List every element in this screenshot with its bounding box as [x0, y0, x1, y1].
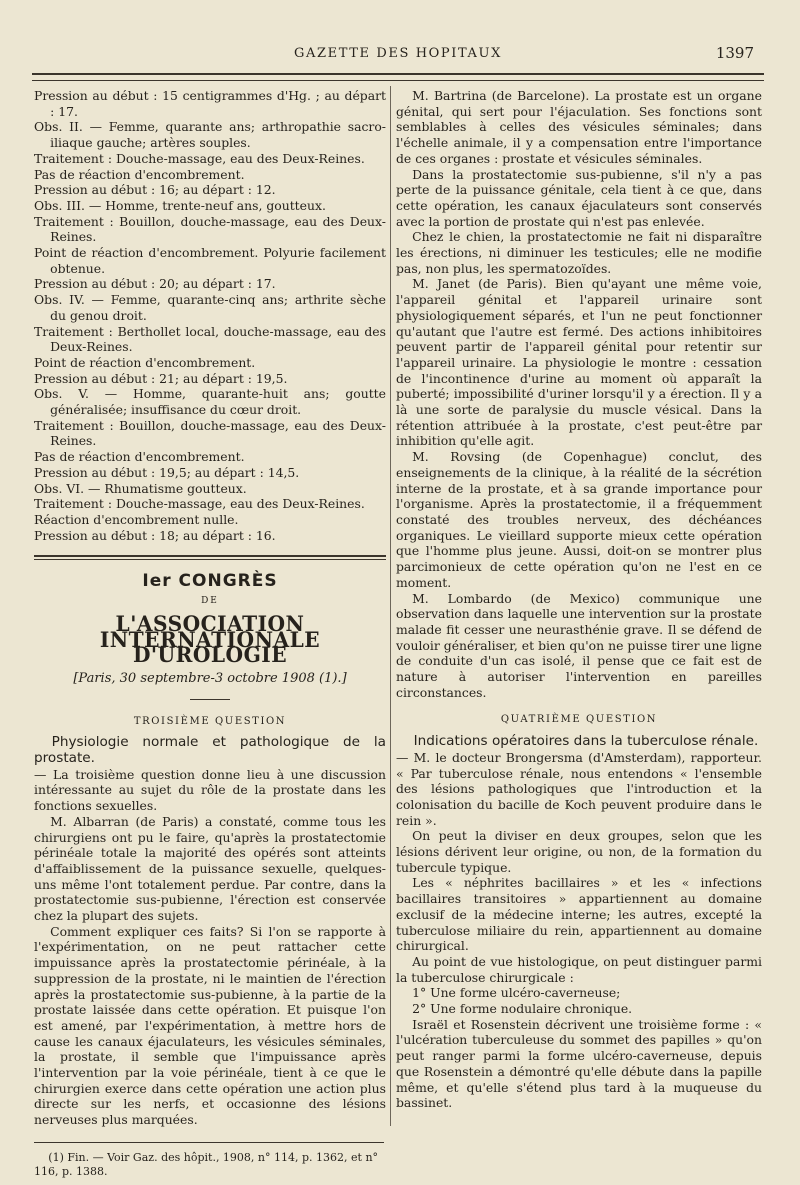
obs-line: Pression au début : 19,5; au départ : 14,5. — [34, 464, 300, 480]
obs-line: Traitement : Bouillon, douche-massage, eau des Deux-Reines. — [34, 213, 386, 245]
congress-heading — [34, 571, 386, 699]
paragraph: M. Bartrina (de Barcelone). La prostate est un organe génital, qui sert pour l'éjaculation. Ses fonctions sont semblables à celles des vésicules séminales; dans l'échelle animale, il y a compensation entre l'importance de ces organes : prostate et vésicules séminales. — [396, 88, 762, 166]
obs-line: Obs. IV. — Femme, quarante-cinq ans; arthrite sèche du genou droit. — [34, 292, 386, 323]
footnote: (1) Fin. — Voir Gaz. des hôpit., 1908, n° 114, p. 1362, et n° 116, p. 1388. — [34, 1150, 379, 1178]
question-label: QUATRIÈME QUESTION — [500, 714, 658, 726]
obs-line: Point de réaction d'encombrement. Polyurie facilement obtenue. — [34, 245, 386, 276]
obs-line: Obs. V. — Homme, quarante-huit ans; goutte généralisée; insuffisance du cœur droit. — [34, 386, 386, 418]
section-title: Physiologie normale et pathologique de la prostate. — [34, 734, 386, 767]
header-rule — [32, 73, 764, 81]
obs-line: Obs. III. — Homme, trente-neuf ans, goutteux. — [34, 197, 326, 213]
obs-line: Traitement : Douche-massage, eau des Deux-Reines. — [34, 496, 365, 512]
paragraph: On peut la diviser en deux groupes, selon que les lésions dérivent leur origine, ou non, de la formation du tubercule typique. — [396, 828, 762, 875]
obs-line: Traitement : Douche-massage, eau des Deux-Reines. — [34, 150, 365, 166]
paragraph: M. Rovsing (de Copenhague) conclut, des enseignements de la clinique, à la réalité de la sécrétion interne de la prostate, et à sa grande importance pour l'organisme. Après la prostatectomie, il a fréquemment constaté des troubles nerveux, des déchéances organiques. Le vieillard supporte mieux cette opération que l'homme plus jeune. Aussi, doit-on se montrer plus parcimonieux de cette opération qu'on ne l'est en ce moment. — [396, 449, 762, 590]
paragraph: Chez le chien, la prostatectomie ne fait ni disparaître les érections, ni diminuer les testicules; elle ne modifie pas, non plus, les spermatozoïdes. — [396, 229, 762, 276]
obs-line: Obs. II. — Femme, quarante ans; arthropathie sacro-iliaque gauche; artères souples. — [34, 119, 386, 151]
list-item: 2° Une forme nodulaire chronique. — [412, 1001, 633, 1017]
paragraph: Comment expliquer ces faits? Si l'on se rapporte à l'expérimentation, on ne peut rattacher cette impuissance après la prostatectomie périnéale, à la suppression de la prostate, ni le maintien de l'érection après la prostatectomie sus-pubienne, à la partie de la prostate laissée dans cette opération. Et puisque l'on est amené, par l'expérimentation, à mettre hors de cause les canaux éjaculateurs, les vésicules séminales, la prostate, il semble que l'impuissance après l'intervention par la voie périnéale, tient à ce que le chirurgien exerce dans cette opération une action plus directe sur les nerfs, et occasionne des lésions nerveuses plus marquées. — [34, 923, 386, 1128]
paragraph: M. Lombardo (de Mexico) communique une observation dans laquelle une intervention sur la prostate malade fit cesser une neurasthénie grave. Il se défend de vouloir généraliser, et bien qu'on ne puisse tirer une ligne de conduite d'un cas isolé, il pense que ce fait est de nature à autoriser l'intervention en pareilles circonstances. — [396, 590, 762, 700]
paragraph: M. Janet (de Paris). Bien qu'ayant une même voie, l'appareil génital et l'appareil urinaire sont physiologiquement séparés, et l'un ne peut fonctionner qu'autant que l'autre est fermé. Des actions inhibitoires peuvent partir de l'appareil génital pour retentir sur l'appareil urinaire. La physiologie le montre : cessation de l'incontinence d'urine au moment où apparaît la puberté; impossibilité d'uriner lorsqu'il y a érection. Il y a là une sorte de paralysie du muscle vésical. Dans la rétention attribuée à la prostate, c'est peut-être par inhibition qu'elle agit. — [396, 276, 762, 449]
obs-line: Traitement : Berthollet local, douche-massage, eau des Deux-Reines. — [34, 323, 386, 355]
congress-de: DE — [201, 596, 219, 607]
running-header — [36, 42, 760, 66]
section-title: Indications opératoires dans la tuberculose rénale. — [413, 733, 759, 750]
list-item: 1° Une forme ulcéro-caverneuse; — [412, 985, 621, 1001]
obs-line: Pression au début : 18; au départ : 16. — [34, 527, 276, 543]
section-rule — [34, 555, 386, 560]
right-column — [396, 88, 762, 1111]
left-column — [34, 88, 386, 1179]
obs-line: Pression au début : 16; au départ : 12. — [34, 182, 276, 198]
obs-line: Pression au début : 20; au départ : 17. — [34, 276, 276, 292]
obs-line: Obs. VI. — Rhumatisme goutteux. — [34, 480, 247, 496]
page-number: 1397 — [715, 44, 754, 62]
footnote-rule — [34, 1142, 384, 1143]
paragraph: — M. le docteur Brongersma (d'Amsterdam), rapporteur. « Par tuberculose rénale, nous entendons « l'ensemble des lésions pathologiques que l'introduction et la colonisation du bacille de Koch peuvent produire dans le rein ». — [396, 749, 762, 828]
obs-line: Point de réaction d'encombrement. — [34, 354, 256, 370]
congress-place-date: [Paris, 30 septembre-3 octobre 1908 (1).] — [73, 670, 347, 686]
obs-line: Pression au début : 15 centigrammes d'Hg. ; au départ : 17. — [34, 88, 386, 119]
congress-title: Ier CONGRÈS — [142, 571, 278, 592]
journal-title: GAZETTE DES HOPITAUX — [294, 46, 502, 61]
column-divider — [390, 86, 391, 1126]
obs-line: Pression au début : 21; au départ : 19,5. — [34, 370, 288, 386]
obs-line: Pas de réaction d'encombrement. — [34, 166, 245, 182]
spacer — [396, 700, 762, 710]
observations-list — [34, 88, 386, 543]
paragraph: M. Albarran (de Paris) a constaté, comme tous les chirurgiens ont pu le faire, qu'après la prostatectomie périnéale totale la majorité des opérés sont atteints d'affaiblissement de la puissance sexuelle, quelques-uns même l'ont totalement perdue. Par contre, dans la prostatectomie sus-pubienne, l'érection est conservée chez la plupart des sujets. — [34, 813, 386, 924]
paragraph: Au point de vue histologique, on peut distinguer parmi la tuberculose chirurgicale : — [396, 953, 762, 985]
congress-association: L'ASSOCIATION INTERNATIONALE D'UROLOGIE — [99, 610, 321, 668]
short-rule — [190, 699, 230, 700]
paragraph: Les « néphrites bacillaires » et les « infections bacillaires transitoires » appartiennent au domaine exclusif de la médecine interne; les autres, excepté la tuberculose miliaire du rein, appartiennent au domaine chirurgical. — [396, 875, 762, 954]
obs-line: Traitement : Bouillon, douche-massage, eau des Deux-Reines. — [34, 417, 386, 449]
obs-line: Réaction d'encombrement nulle. — [34, 511, 239, 527]
question-label: TROISIÈME QUESTION — [133, 715, 287, 727]
paragraph: Israël et Rosenstein décrivent une troisième forme : « l'ulcération tuberculeuse du sommet des papilles » qu'on peut ranger parmi la forme ulcéro-caverneuse, depuis que Rosenstein a démontré qu'elle débute dans la papille même, et qu'elle s'étend plus tard à la muqueuse du bassinet. — [396, 1016, 762, 1111]
paragraph: Dans la prostatectomie sus-pubienne, s'il n'y a pas perte de la puissance génitale, cela tient à ce que, dans cette opération, les canaux éjaculateurs sont conservés avec la portion de prostate qui n'est pas enlevée. — [396, 166, 762, 229]
obs-line: Pas de réaction d'encombrement. — [34, 449, 245, 465]
paragraph: — La troisième question donne lieu à une discussion intéressante au sujet du rôle de la prostate dans les fonctions sexuelles. — [34, 766, 386, 814]
